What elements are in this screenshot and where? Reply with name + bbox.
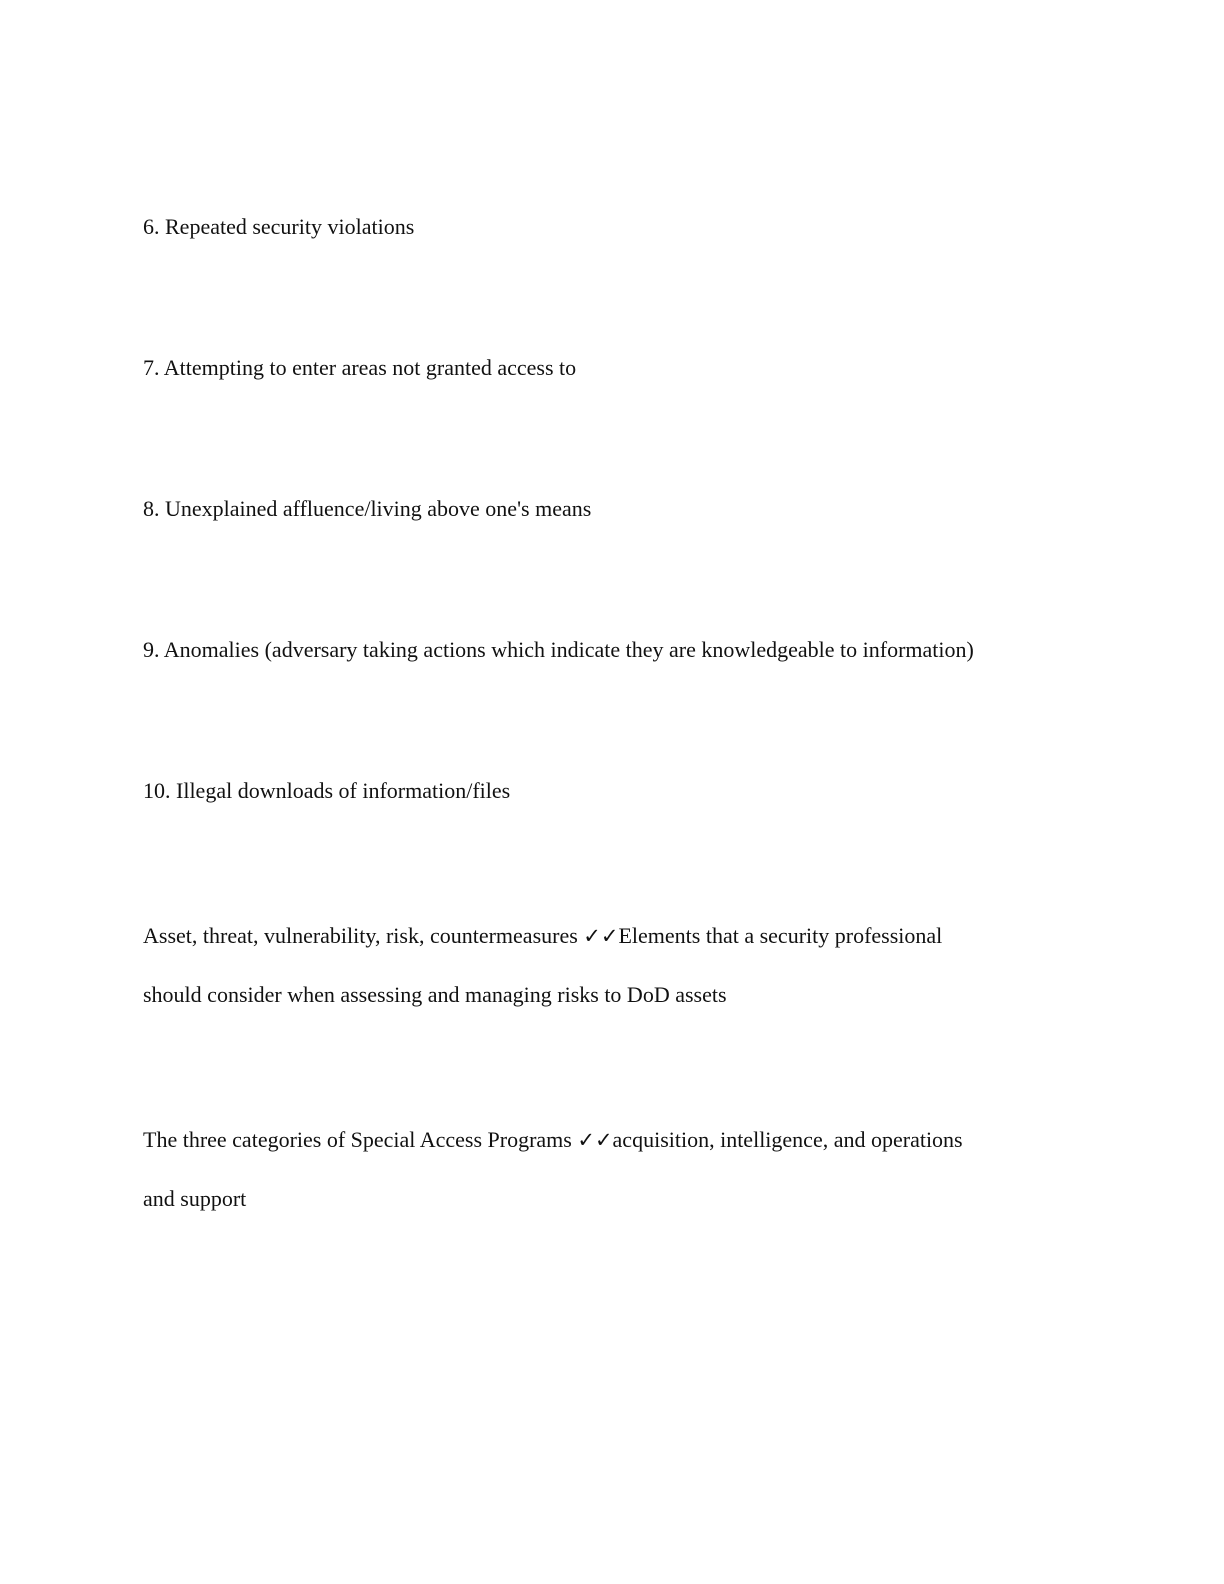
qa-question: Asset, threat, vulnerability, risk, countermeasures [143, 923, 578, 948]
checkmark-icon: ✓✓ [583, 924, 619, 948]
list-item: 9. Anomalies (adversary taking actions which indicate they are knowledgeable to information) [143, 637, 974, 662]
qa-answer: Elements that a security professional [618, 923, 943, 948]
qa-entry-line [143, 1125, 963, 1155]
checkmark-icon: ✓✓ [577, 1128, 613, 1152]
qa-answer-continuation: and support [143, 1186, 247, 1211]
list-item: 10. Illegal downloads of information/files [143, 778, 511, 803]
qa-question: The three categories of Special Access Programs [143, 1127, 572, 1152]
qa-answer: acquisition, intelligence, and operations [612, 1127, 963, 1152]
list-item: 8. Unexplained affluence/living above one's means [143, 496, 592, 521]
list-item: 6. Repeated security violations [143, 214, 415, 239]
qa-entry-line [143, 921, 942, 951]
list-item: 7. Attempting to enter areas not granted access to [143, 355, 577, 380]
qa-answer-continuation: should consider when assessing and managing risks to DoD assets [143, 982, 727, 1007]
